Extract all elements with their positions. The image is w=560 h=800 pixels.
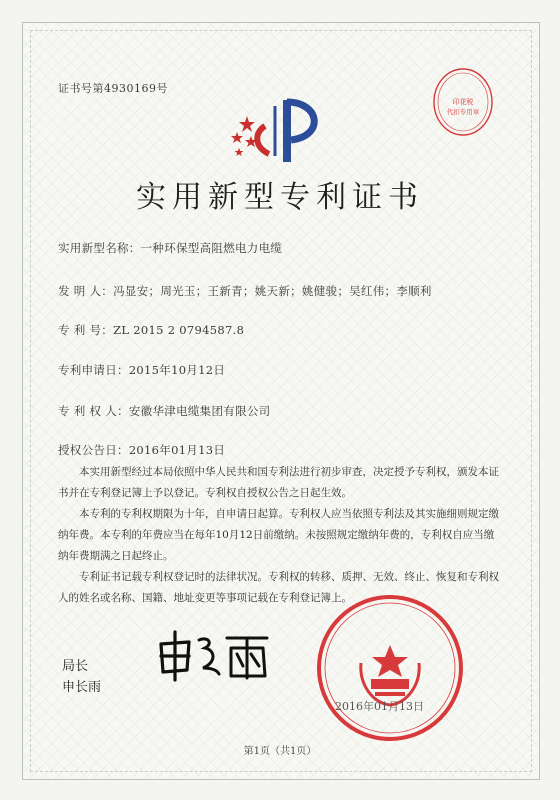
inventor-row — [58, 283, 432, 299]
patentee-label: 专 利 权 人： — [58, 404, 129, 418]
agency-stamp — [430, 66, 496, 142]
signatory-title: 局长 — [62, 659, 89, 674]
name-value: 一种环保型高阻燃电力电缆 — [140, 241, 283, 255]
page-title: 实用新型专利证书 — [136, 180, 424, 215]
name-label: 实用新型名称： — [58, 241, 141, 255]
sipo-logo-icon — [225, 96, 335, 170]
paragraph-1: 本实用新型经过本局依照中华人民共和国专利法进行初步审查，决定授予专利权，颁发本证书并在专利登记簿上予以登记。专利权自授权公告之日起生效。 — [58, 466, 499, 499]
inventor-label: 发 明 人： — [58, 284, 114, 298]
filing-date-value: 2015年10月12日 — [128, 363, 226, 377]
page-number: 第1页（共1页） — [243, 746, 317, 757]
state-ip-office-seal-icon — [315, 593, 465, 747]
agency-seal-sub2: 代扣专用章 — [446, 108, 480, 116]
patent-number-row — [58, 322, 244, 338]
paragraph-2: 本专利的专利权期限为十年，自申请日起算。专利权人应当依照专利法及其实施细则规定缴纳年费。本专利的年费应当在每年10月12日前缴纳。未按照规定缴纳年费的，专利权自应当缴纳年费期满之日起终止。 — [58, 508, 499, 562]
grant-date-row — [58, 442, 225, 458]
filing-date-label: 专利申请日： — [58, 363, 129, 377]
grant-date-value: 2016年01月13日 — [128, 443, 226, 457]
seal-date: 2016年01月13日 — [335, 700, 424, 713]
agency-seal-sub1: 印花税 — [452, 98, 474, 106]
utility-model-name-row — [58, 240, 282, 256]
patent-number-label: 专 利 号： — [58, 323, 114, 337]
paragraph-3: 专利证书记载专利权登记时的法律状况。专利权的转移、质押、无效、终止、恢复和专利权人的姓名或名称、国籍、地址变更等事项记载在专利登记簿上。 — [58, 571, 499, 604]
patentee-row — [58, 403, 270, 419]
patent-number-value: ZL 2015 2 0794587.8 — [113, 323, 245, 337]
certificate-number: 证书号第4930169号 — [58, 82, 168, 95]
filing-date-row — [58, 362, 225, 378]
certificate-body — [58, 462, 502, 609]
grant-date-label: 授权公告日： — [58, 443, 129, 457]
signatory-name: 申长雨 — [62, 680, 102, 695]
signature-icon — [155, 628, 275, 686]
patentee-value: 安徽华津电缆集团有限公司 — [128, 404, 271, 418]
inventor-value: 冯显安；周光玉；王新青；姚天新；姚健骏；吴红伟；李顺利 — [113, 284, 432, 298]
